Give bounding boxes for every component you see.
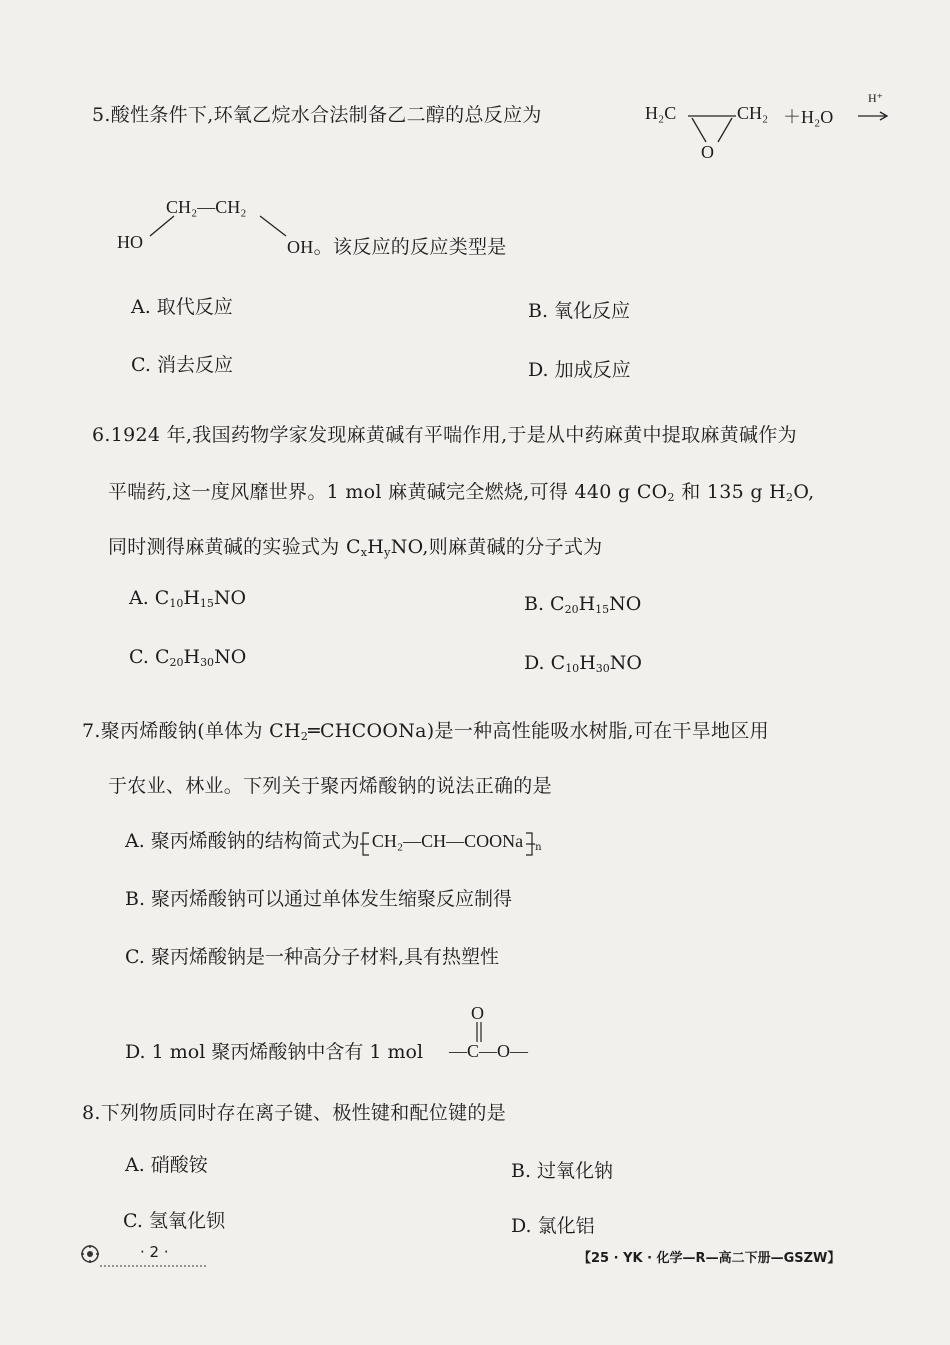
q6-option-b[interactable]: B. $C_{20}H_{15}NO$ — [524, 593, 642, 616]
q7-number: 7. — [82, 720, 101, 742]
q5-stem-end: OH。该反应的反应类型是 — [287, 236, 507, 258]
q6-line3: 同时测得麻黄碱的实验式为 $C_xH_yNO$,则麻黄碱的分子式为 — [108, 536, 603, 559]
q5-option-a[interactable]: A. 取代反应 — [131, 296, 233, 318]
q6-number: 6. — [92, 424, 111, 446]
q5-plus-water: ＋H₂O — [783, 107, 834, 127]
q5-product-top: CH₂—CH₂ — [166, 197, 247, 217]
q6-option-c[interactable]: C. $C_{20}H_{30}NO$ — [129, 646, 247, 669]
q8-number: 8. — [82, 1102, 101, 1124]
q6-line1: 6.1924 年,我国药物学家发现麻黄碱有平喘作用,于是从中药麻黄中提取麻黄碱作为 — [92, 424, 797, 446]
q6-option-d[interactable]: D. $C_{10}H_{30}NO$ — [524, 652, 642, 675]
q5-option-d[interactable]: D. 加成反应 — [528, 359, 631, 381]
page-number: · 2 · — [140, 1243, 169, 1261]
q6-option-a[interactable]: A. $C_{10}H_{15}NO$ — [129, 587, 247, 610]
q5-reactant-left: H₂C — [645, 103, 677, 123]
q5-epoxide-oxygen: O — [701, 142, 714, 162]
q7-option-a[interactable]: A. 聚丙烯酸钠的结构简式为 CH₂—CH—COONa $_n$ — [125, 826, 542, 853]
polymer-bracket-left — [360, 832, 372, 856]
q5-option-c[interactable]: C. 消去反应 — [131, 354, 233, 376]
q8-option-d[interactable]: D. 氯化铝 — [511, 1215, 595, 1237]
q5-reactant-right: CH₂ — [737, 103, 769, 123]
q7-option-c[interactable]: C. 聚丙烯酸钠是一种高分子材料,具有热塑性 — [125, 946, 499, 968]
q5-option-b[interactable]: B. 氧化反应 — [528, 300, 631, 322]
reaction-arrow — [858, 112, 890, 122]
q8-option-a[interactable]: A. 硝酸铵 — [125, 1154, 208, 1176]
q8-option-c[interactable]: C. 氢氧化钡 — [123, 1210, 225, 1232]
q7-ester-group: —C—O— — [449, 1041, 529, 1061]
q5-product-ho: HO — [117, 232, 143, 252]
q6-line2: 平喘药,这一度风靡世界。1 mol 麻黄碱完全燃烧,可得 440 g $CO_2$ 和 135 g $H_2O$, — [108, 481, 815, 504]
q7-carbonyl-oxygen: O — [471, 1003, 484, 1023]
polymer-bracket-right — [523, 832, 535, 856]
q5-catalyst: H⁺ — [868, 91, 883, 105]
q8-option-b[interactable]: B. 过氧化钠 — [511, 1160, 614, 1182]
q7-option-d[interactable]: D. 1 mol 聚丙烯酸钠中含有 1 mol — [125, 1041, 424, 1063]
publisher-logo-icon — [80, 1244, 100, 1264]
q8-stem: 8.下列物质同时存在离子键、极性键和配位键的是 — [82, 1102, 507, 1124]
q7-option-b[interactable]: B. 聚丙烯酸钠可以通过单体发生缩聚反应制得 — [125, 888, 513, 910]
q7-line1: 7.聚丙烯酸钠(单体为 $CH_2═CHCOONa$)是一种高性能吸水树脂,可在干旱地区用 — [82, 720, 769, 743]
q5-number: 5. — [92, 104, 111, 126]
page-number-underline — [100, 1264, 210, 1268]
glycol-bonds — [144, 214, 304, 240]
q7-polymer-formula: CH₂—CH—COONa — [360, 830, 535, 852]
q5-stem: 5.酸性条件下,环氧乙烷水合法制备乙二醇的总反应为 — [92, 104, 542, 126]
q7-line2: 于农业、林业。下列关于聚丙烯酸钠的说法正确的是 — [108, 775, 552, 797]
exam-code: 【25 · YK · 化学—R—高二下册—GSZW】 — [578, 1251, 841, 1266]
